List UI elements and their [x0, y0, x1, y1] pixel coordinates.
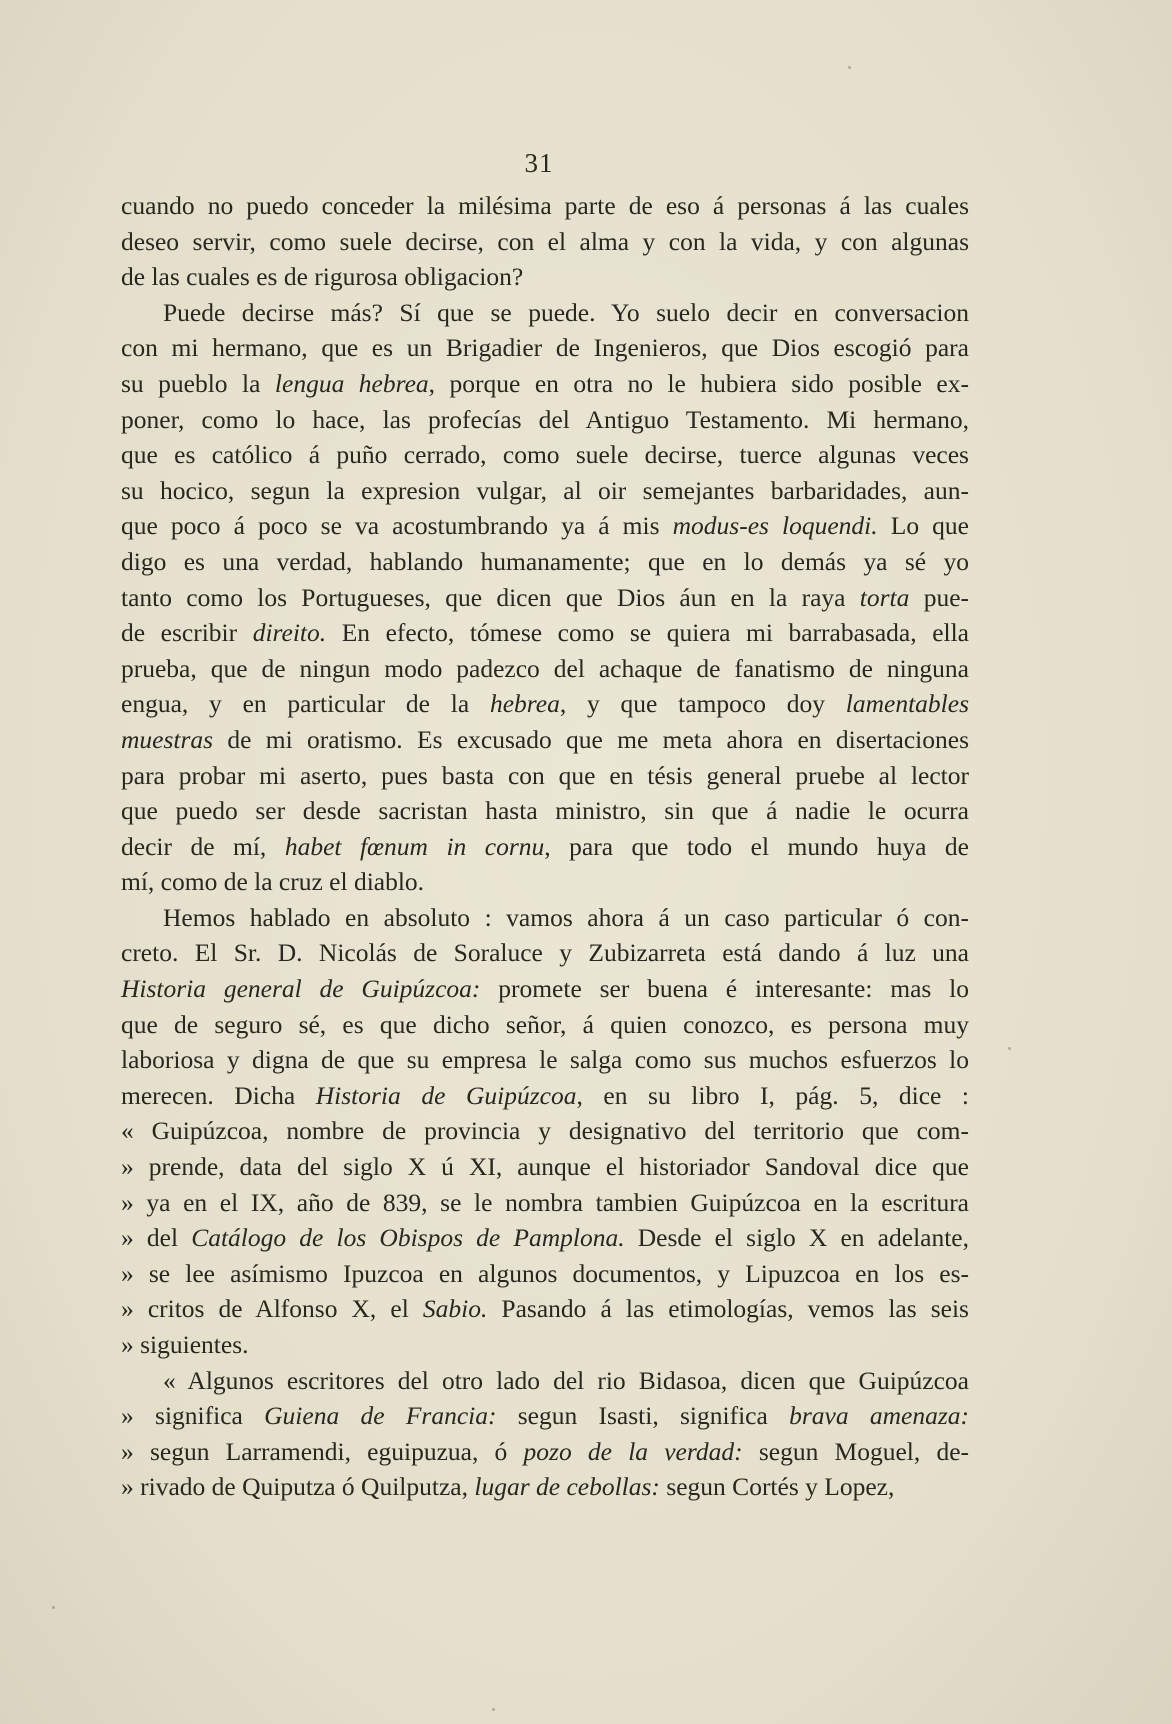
italic-phrase: brava amenaza:	[789, 1401, 970, 1431]
text-segment: » prende, data del siglo X ú XI, aunque el historiador Sandoval dice que	[121, 1152, 969, 1182]
italic-phrase: Catálogo de los Obispos de Pamplona.	[191, 1223, 625, 1253]
text-line	[121, 829, 969, 865]
text-line	[121, 508, 969, 544]
text-line	[121, 971, 969, 1007]
text-line	[121, 402, 969, 438]
text-segment: segun Isasti, significa	[496, 1401, 790, 1431]
paper-speck	[52, 1606, 55, 1609]
text-line	[121, 1256, 969, 1292]
text-line	[121, 295, 969, 331]
text-segment: cuando no puedo conceder la milésima parte de eso á personas á las cuales	[121, 191, 969, 220]
italic-phrase: habet fœnum in cornu	[284, 831, 545, 861]
text-segment: creto. El Sr. D. Nicolás de Soraluce y Zubizarreta está dando á luz una	[121, 938, 969, 968]
text-segment: » critos de Alfonso X, el	[121, 1294, 423, 1324]
text-line	[121, 188, 969, 224]
text-line	[121, 793, 969, 829]
text-segment: deseo servir, como suele decirse, con el alma y con la vida, y con algunas	[121, 226, 969, 256]
text-segment: su hocico, segun la expresion vulgar, al oir semejantes barbaridades, aun-	[121, 475, 969, 505]
text-line	[121, 544, 969, 580]
text-segment: que poco á poco se va acostumbrando ya á mis	[121, 511, 673, 541]
text-line	[121, 864, 969, 900]
text-line	[121, 224, 969, 260]
text-segment: » se lee asímismo Ipuzcoa en algunos documentos, y Lipuzcoa en los es-	[121, 1258, 969, 1288]
text-segment: digo es una verdad, hablando humanamente; que en lo demás ya sé yo	[121, 546, 969, 576]
text-segment: laboriosa y digna de que su empresa le salga como sus muchos esfuerzos lo	[121, 1045, 969, 1075]
body-text	[121, 188, 969, 1505]
text-line	[121, 330, 969, 366]
text-line	[121, 1007, 969, 1043]
text-segment: decir de mí,	[121, 831, 285, 861]
text-segment: Hemos hablado en absoluto : vamos ahora á un caso particular ó con-	[163, 902, 969, 932]
italic-phrase: lengua hebrea	[274, 368, 429, 398]
text-line	[121, 437, 969, 473]
text-segment: , para que todo el mundo huya de	[544, 831, 970, 861]
text-segment: para probar mi aserto, pues basta con que en tésis general pruebe al lector	[121, 760, 969, 790]
italic-phrase: pozo de la verdad:	[523, 1436, 743, 1466]
italic-phrase: hebrea	[489, 689, 560, 719]
text-segment: , porque en otra no le hubiera sido posible ex-	[428, 368, 969, 398]
text-line	[121, 259, 969, 295]
italic-phrase: lugar de cebollas:	[474, 1472, 660, 1502]
text-segment: » significa	[121, 1401, 265, 1431]
italic-phrase: Guiena de Francia:	[264, 1401, 497, 1431]
text-line	[121, 366, 969, 402]
text-segment: En efecto, tómese como se quiera mi barrabasada, ella	[326, 618, 969, 648]
text-line	[121, 1327, 969, 1363]
text-segment: de las cuales es de rigurosa obligacion?	[121, 262, 524, 292]
text-segment: pue-	[909, 582, 969, 612]
text-line	[121, 722, 969, 758]
text-segment: segun Moguel, de-	[742, 1436, 969, 1466]
text-segment: » ya en el IX, año de 839, se le nombra tambien Guipúzcoa en la escritura	[121, 1187, 969, 1217]
text-line	[121, 1042, 969, 1078]
text-segment: Desde el siglo X en adelante,	[624, 1223, 969, 1253]
text-segment: » rivado de Quiputza ó Quilputza,	[121, 1472, 475, 1502]
text-segment: tanto como los Portugueses, que dicen que Dios áun en la raya	[121, 582, 860, 612]
italic-phrase: torta	[859, 582, 910, 612]
text-segment: Lo que	[877, 511, 970, 541]
text-segment: su pueblo la	[121, 368, 275, 398]
text-line	[121, 651, 969, 687]
text-segment: » siguientes.	[121, 1330, 249, 1359]
text-segment: , en su libro I, pág. 5, dice :	[576, 1080, 969, 1110]
italic-phrase: Sabio.	[422, 1294, 488, 1324]
text-segment: » segun Larramendi, eguipuzua, ó	[121, 1436, 524, 1466]
italic-phrase: lamentables	[845, 689, 970, 719]
text-line	[121, 1398, 969, 1434]
text-line	[121, 1363, 969, 1399]
text-segment: , y que tampoco doy	[559, 689, 846, 719]
text-segment: merecen. Dicha	[121, 1080, 316, 1110]
text-line	[121, 1434, 969, 1470]
text-segment: engua, y en particular de la	[121, 689, 490, 719]
text-segment: con mi hermano, que es un Brigadier de Ingenieros, que Dios escogió para	[121, 333, 969, 363]
paper-speck	[848, 66, 851, 69]
text-segment: promete ser buena é interesante: mas lo	[480, 974, 969, 1004]
text-segment: de mi oratismo. Es excusado que me meta ahora en disertaciones	[213, 724, 969, 754]
text-line	[121, 686, 969, 722]
text-segment: prueba, que de ningun modo padezco del achaque de fanatismo de ninguna	[121, 653, 969, 683]
italic-phrase: modus-es loquendi.	[672, 511, 878, 541]
text-line	[121, 1220, 969, 1256]
paper-speck	[1008, 1047, 1011, 1050]
text-line	[121, 1113, 969, 1149]
italic-phrase: direito.	[252, 618, 327, 648]
text-line	[121, 580, 969, 616]
text-segment: de escribir	[121, 618, 253, 648]
text-segment: que es católico á puño cerrado, como suele decirse, tuerce algunas veces	[121, 440, 969, 470]
text-segment: mí, como de la cruz el diablo.	[121, 867, 425, 897]
italic-phrase: Historia general de Guipúzcoa:	[121, 974, 481, 1004]
text-line	[121, 900, 969, 936]
text-line	[121, 1185, 969, 1221]
text-segment: poner, como lo hace, las profecías del Antiguo Testamento. Mi hermano,	[121, 404, 969, 434]
text-line	[121, 1291, 969, 1327]
text-line	[121, 1078, 969, 1114]
italic-phrase: muestras	[121, 724, 214, 754]
text-line	[121, 473, 969, 509]
text-line	[121, 758, 969, 794]
text-segment: « Guipúzcoa, nombre de provincia y designativo del territorio que com-	[121, 1116, 969, 1146]
text-segment: » del	[121, 1223, 192, 1253]
text-line	[121, 615, 969, 651]
text-line	[121, 1149, 969, 1185]
text-line	[121, 1469, 969, 1505]
text-segment: Puede decirse más? Sí que se puede. Yo suelo decir en conversacion	[163, 297, 969, 327]
text-segment: segun Cortés y Lopez,	[659, 1472, 895, 1502]
text-segment: Pasando á las etimologías, vemos las seis	[487, 1294, 969, 1324]
text-segment: que puedo ser desde sacristan hasta ministro, sin que á nadie le ocurra	[121, 796, 969, 826]
text-line	[121, 935, 969, 971]
paper-speck	[492, 1708, 495, 1711]
page-number: 31	[524, 148, 554, 178]
italic-phrase: Historia de Guipúzcoa	[315, 1080, 577, 1110]
text-segment: que de seguro sé, es que dicho señor, á quien conozco, es persona muy	[121, 1009, 969, 1039]
text-segment: « Algunos escritores del otro lado del rio Bidasoa, dicen que Guipúzcoa	[163, 1365, 969, 1395]
